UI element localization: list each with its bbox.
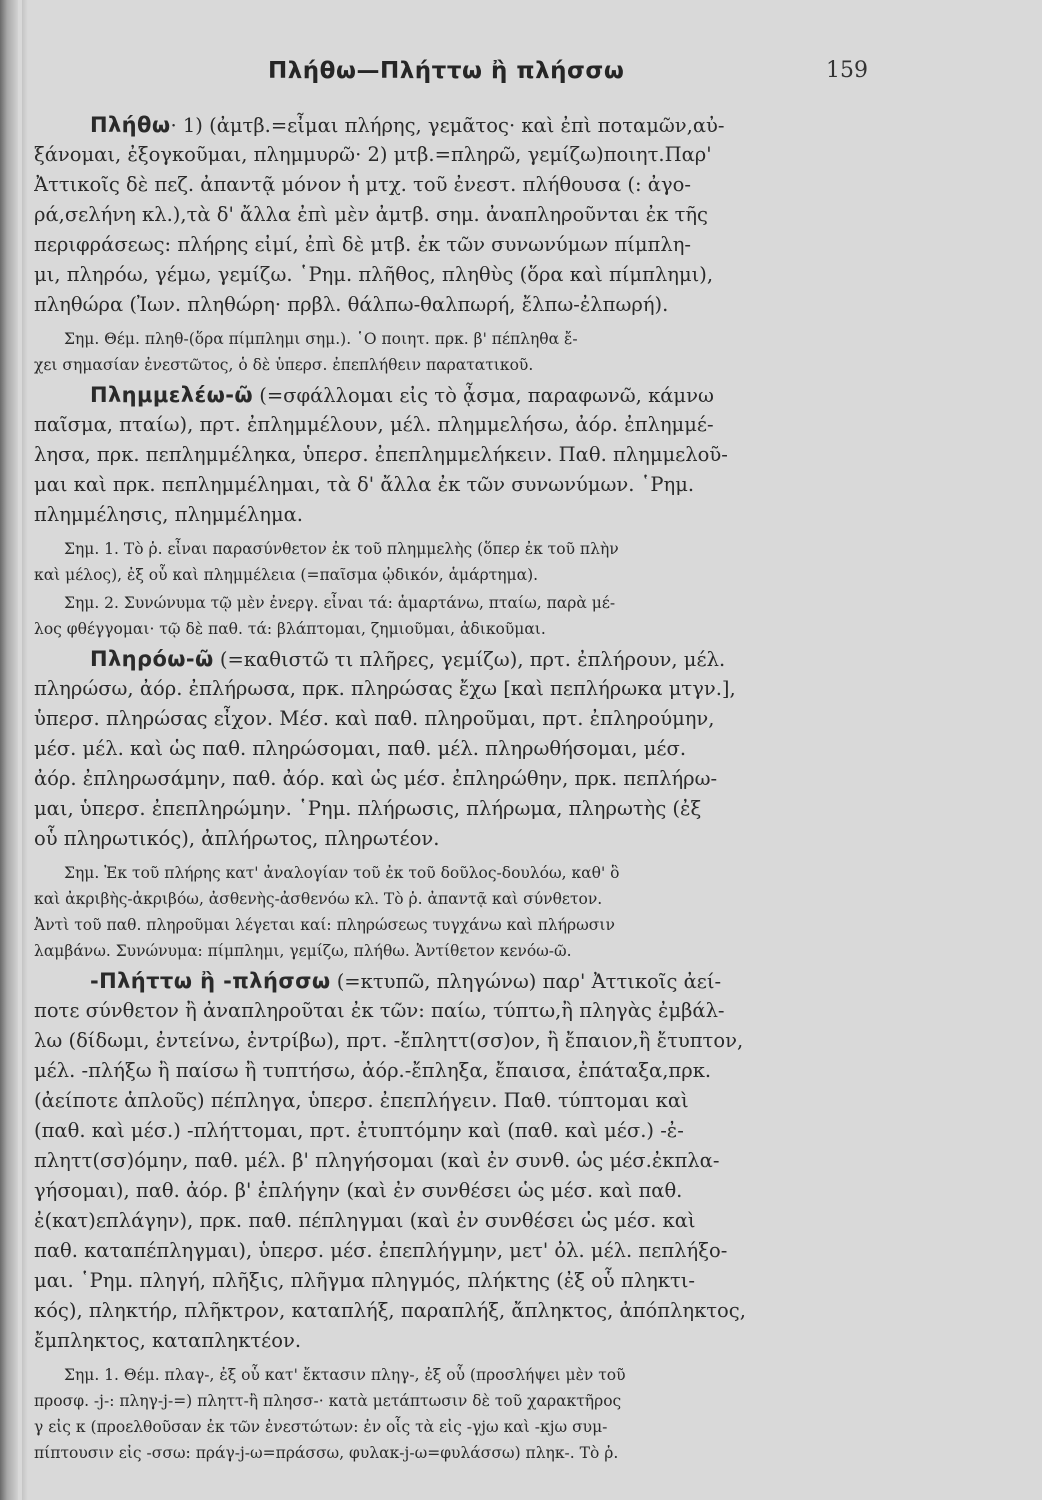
entry-note (34, 536, 918, 588)
entry-line: ἀόρ. ἐπληρωσάμην, παθ. ἀόρ. καὶ ὡς μέσ. ἐπληρώθην, πρκ. πεπλήρω- (34, 767, 718, 790)
entry-line: μαι καὶ πρκ. πεπλημμέλημαι, τὰ δ' ἄλλα ἐκ τῶν συνωνύμων. ῾Ρημ. (34, 473, 695, 496)
entry-line: μαι, ὑπερσ. ἐπεπληρώμην. ῾Ρημ. πλήρωσις, πλήρωμα, πληρωτὴς (ἐξ (34, 797, 702, 820)
dictionary-entry (34, 644, 918, 854)
entry-line: ἐ(κατ)επλάγην), πρκ. παθ. πέπληγμαι (καὶ ἐν συνθέσει ὡς μέσ. καὶ (34, 1209, 696, 1232)
running-head (0, 58, 1042, 94)
entry-note (34, 860, 918, 964)
entry-line: λησα, πρκ. πεπλημμέληκα, ὑπερσ. ἐπεπλημμελήκειν. Παθ. πλημμελοῦ- (34, 443, 728, 466)
entry-line: ποτε σύνθετον ἢ ἀναπληροῦται ἐκ τῶν: παίω, τύπτω,ἢ πληγὰς ἐμβάλ- (34, 999, 725, 1022)
entry-line: μέλ. -πλήξω ἢ παίσω ἢ τυπτήσω, ἀόρ.-ἔπληξα, ἔπαισα, ἐπάταξα,πρκ. (34, 1059, 712, 1082)
note-line: γ εἰς κ (προελθοῦσαν ἐκ τῶν ἐνεστώτων: ἐν οἷς τὰ εἰς -γjω καὶ -κjω συμ- (34, 1418, 608, 1436)
entry-line: (παθ. καὶ μέσ.) -πλήττομαι, πρτ. ἐτυπτόμην καὶ (παθ. καὶ μέσ.) -ἐ- (34, 1119, 684, 1142)
lemma-headword: -Πλήττω ἢ -πλήσσω (90, 969, 331, 993)
entry-line: -Πλήττω ἢ -πλήσσω (=κτυπῶ, πληγώνω) παρ' Ἀττικοῖς ἀεί- (90, 969, 722, 993)
entry-line: Πλήθω· 1) (ἀμτβ.=εἶμαι πλήρης, γεμᾶτος· καὶ ἐπὶ ποταμῶν,αὐ- (90, 113, 725, 137)
note-line: λος φθέγγομαι· τῷ δὲ παθ. τά: βλάπτομαι, ζημιοῦμαι, ἀδικοῦμαι. (34, 620, 546, 638)
note-line: πίπτουσιν εἰς -σσω: πράγ-j-ω=πράσσω, φυλακ-j-ω=φυλάσσω) πληκ-. Τὸ ῥ. (34, 1444, 619, 1462)
entry-line: πληττ(σσ)όμην, παθ. μέλ. β' πληγήσομαι (καὶ ἐν συνθ. ὡς μέσ.ἐκπλα- (34, 1149, 720, 1172)
lemma-headword: Πλημμελέω-ῶ (90, 383, 254, 407)
book-page-edge (22, 0, 28, 1500)
entry-line: μέσ. μέλ. καὶ ὡς παθ. πληρώσομαι, παθ. μέλ. πληρωθήσομαι, μέσ. (34, 737, 687, 760)
entry-line: γήσομαι), παθ. ἀόρ. β' ἐπλήγην (καὶ ἐν συνθέσει ὡς μέσ. καὶ παθ. (34, 1179, 683, 1202)
note-line: Σημ. Θέμ. πληθ-(ὅρα πίμπλημι σημ.). ῾Ο ποιητ. πρκ. β' πέπληθα ἔ- (64, 330, 578, 348)
entry-line: περιφράσεως: πλήρης εἰμί, ἐπὶ δὲ μτβ. ἐκ τῶν συνωνύμων πίμπλη- (34, 233, 691, 256)
running-title: Πλήθω—Πλήττω ἢ πλήσσω (268, 58, 625, 84)
entry-line: πληρώσω, ἀόρ. ἐπλήρωσα, πρκ. πληρώσας ἔχω [καὶ πεπλήρωκα μτγν.], (34, 677, 736, 700)
entry-line: οὗ πληρωτικός), ἀπλήρωτος, πληρωτέον. (34, 827, 440, 850)
note-line: Σημ. 1. Τὸ ῥ. εἶναι παρασύνθετον ἐκ τοῦ πλημμελὴς (ὅπερ ἐκ τοῦ πλὴν (64, 540, 619, 558)
entry-note (34, 1362, 918, 1466)
entry-line: ρά,σελήνη κλ.),τὰ δ' ἄλλα ἐπὶ μὲν ἀμτβ. σημ. ἀναπληροῦνται ἐκ τῆς (34, 203, 708, 226)
entry-line: παῖσμα, πταίω), πρτ. ἐπλημμέλουν, μέλ. πλημμελήσω, ἀόρ. ἐπλημμέ- (34, 413, 714, 436)
page-number: 159 (826, 58, 868, 83)
entry-line: πληθώρα (Ἰων. πληθώρη· πρβλ. θάλπω-θαλπωρή, ἔλπω-ἐλπωρή). (34, 293, 669, 316)
lemma-headword: Πληρόω-ῶ (90, 647, 214, 671)
entry-line: λω (δίδωμι, ἐντείνω, ἐντρίβω), πρτ. -ἔπληττ(σσ)ον, ἢ ἔπαιον,ἢ ἔτυπτον, (34, 1029, 744, 1052)
note-line: καὶ μέλος), ἐξ οὗ καὶ πλημμέλεια (=παῖσμα ᾠδικόν, ἁμάρτημα). (34, 566, 539, 584)
entry-line: μι, πληρόω, γέμω, γεμίζω. ῾Ρημ. πλῆθος, πληθὺς (ὅρα καὶ πίμπλημι), (34, 263, 714, 286)
entry-line: ξάνομαι, ἐξογκοῦμαι, πλημμυρῶ· 2) μτβ.=πληρῶ, γεμίζω)ποιητ.Παρ' (34, 143, 712, 166)
entry-line: Πλημμελέω-ῶ (=σφάλλομαι εἰς τὸ ᾆσμα, παραφωνῶ, κάμνω (90, 383, 714, 407)
note-line: λαμβάνω. Συνώνυμα: πίμπλημι, γεμίζω, πλήθω. Ἀντίθετον κενόω-ῶ. (34, 942, 572, 960)
entry-spacer (34, 1466, 918, 1468)
entry-line: ὑπερσ. πληρώσας εἶχον. Μέσ. καὶ παθ. πληροῦμαι, πρτ. ἐπληρούμην, (34, 707, 715, 730)
note-line: Σημ. Ἐκ τοῦ πλήρης κατ' ἀναλογίαν τοῦ ἐκ τοῦ δοῦλος-δουλόω, καθ' ὃ (64, 864, 620, 882)
note-line: καὶ ἀκριβὴς-ἀκριβόω, ἀσθενὴς-ἀσθενόω κλ. Τὸ ῥ. ἀπαντᾷ καὶ σύνθετον. (34, 890, 603, 908)
dictionary-entries (34, 110, 918, 1468)
entry-note (34, 326, 918, 378)
entry-line: μαι. ῾Ρημ. πληγή, πλῆξις, πλῆγμα πληγμός, πλήκτης (ἐξ οὗ πληκτι- (34, 1269, 695, 1292)
entry-line: ἔμπληκτος, καταπληκτέον. (34, 1329, 302, 1352)
note-line: χει σημασίαν ἐνεστῶτος, ὁ δὲ ὑπερσ. ἐπεπλήθειν παρατατικοῦ. (34, 356, 534, 374)
lemma-headword: Πλήθω (90, 113, 171, 137)
entry-line: πλημμέλησις, πλημμέλημα. (34, 503, 304, 526)
dictionary-entry (34, 380, 918, 530)
entry-line: (ἀείποτε ἁπλοῦς) πέπληγα, ὑπερσ. ἐπεπλήγειν. Παθ. τύπτομαι καὶ (34, 1089, 689, 1112)
note-line: Σημ. 1. Θέμ. πλαγ-, ἐξ οὗ κατ' ἔκτασιν πληγ-, ἐξ οὗ (προσλήψει μὲν τοῦ (64, 1366, 626, 1384)
note-line: Ἀντὶ τοῦ παθ. πληροῦμαι λέγεται καί: πληρώσεως τυγχάνω καὶ πλήρωσιν (34, 916, 615, 934)
note-line: Σημ. 2. Συνώνυμα τῷ μὲν ἐνεργ. εἶναι τά: ἁμαρτάνω, πταίω, παρὰ μέ- (64, 594, 616, 612)
book-gutter-shadow (0, 0, 18, 1500)
entry-note (34, 590, 918, 642)
entry-line: παθ. καταπέπληγμαι), ὑπερσ. μέσ. ἐπεπλήγμην, μετ' ὀλ. μέλ. πεπλήξο- (34, 1239, 728, 1262)
note-line: προσφ. -j-: πληγ-j-=) πληττ-ἢ πλησσ-· κατὰ μετάπτωσιν δὲ τοῦ χαρακτῆρος (34, 1392, 622, 1410)
dictionary-entry (34, 966, 918, 1356)
dictionary-entry (34, 110, 918, 320)
entry-line: Πληρόω-ῶ (=καθιστῶ τι πλῆρες, γεμίζω), πρτ. ἐπλήρουν, μέλ. (90, 647, 726, 671)
entry-line: Ἀττικοῖς δὲ πεζ. ἀπαντᾷ μόνον ἡ μτχ. τοῦ ἐνεστ. πλήθουσα (: ἀγο- (34, 173, 691, 196)
entry-line: κός), πληκτήρ, πλῆκτρον, καταπλήξ, παραπλήξ, ἄπληκτος, ἀπόπληκτος, (34, 1299, 746, 1322)
